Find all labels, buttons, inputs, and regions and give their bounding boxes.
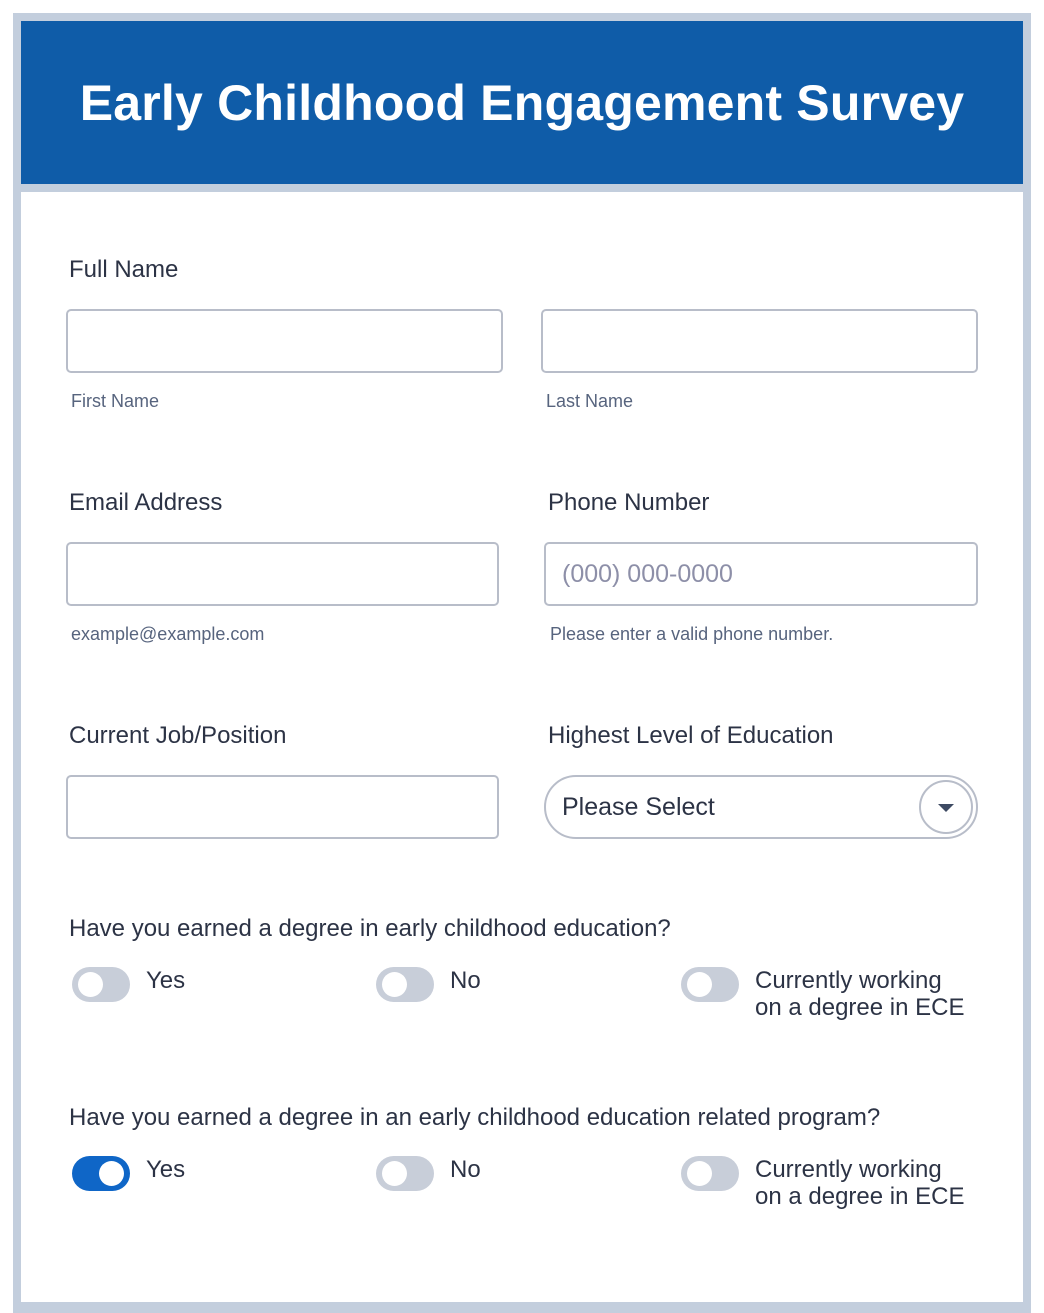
form-header [21,21,1023,184]
education-dropdown-button[interactable] [919,780,973,834]
q2-yes-label: Yes [146,1156,186,1183]
toggle-knob [687,1161,712,1186]
q1-working-toggle[interactable] [681,967,739,1002]
q2-working-toggle[interactable] [681,1156,739,1191]
toggle-knob [99,1161,124,1186]
form-title: Early Childhood Engagement Survey [79,74,965,131]
education-label: Highest Level of Education [548,722,834,749]
phone-input[interactable] [544,542,978,606]
toggle-knob [78,972,103,997]
q1-no-toggle[interactable] [376,967,434,1002]
q2-working-label-line2: on a degree in ECE [755,1183,965,1210]
toggle-knob [382,972,407,997]
q2-yes-toggle[interactable] [72,1156,130,1191]
q1-option-no[interactable] [376,967,481,1002]
q2-question: Have you earned a degree in an early childhood education related program? [69,1104,881,1131]
q1-question: Have you earned a degree in early childhood education? [69,915,671,942]
q2-no-label: No [450,1156,481,1183]
chevron-down-icon [938,804,954,812]
q2-option-yes[interactable] [72,1156,185,1191]
job-input[interactable] [66,775,499,839]
q2-working-label-line1: Currently working [755,1156,942,1183]
email-sublabel: example@example.com [71,624,265,644]
toggle-knob [382,1161,407,1186]
education-select[interactable] [544,775,978,839]
first-name-input[interactable] [66,309,503,373]
q1-yes-toggle[interactable] [72,967,130,1002]
q1-option-working[interactable] [681,967,964,1021]
email-label: Email Address [69,489,223,516]
q1-option-yes[interactable] [72,967,185,1002]
q2-no-toggle[interactable] [376,1156,434,1191]
q1-working-label-line2: on a degree in ECE [755,994,965,1021]
job-label: Current Job/Position [69,722,287,749]
education-select-value: Please Select [562,792,715,821]
first-name-sublabel: First Name [71,391,160,411]
last-name-sublabel: Last Name [546,391,634,411]
last-name-input[interactable] [541,309,978,373]
q1-working-label [755,967,964,1021]
q2-option-no[interactable] [376,1156,481,1191]
q2-working-label [755,1156,964,1210]
q1-yes-label: Yes [146,967,186,994]
phone-sublabel: Please enter a valid phone number. [550,624,834,644]
full-name-label: Full Name [69,256,179,283]
q1-no-label: No [450,967,481,994]
toggle-knob [687,972,712,997]
q1-working-label-line1: Currently working [755,967,942,994]
email-input[interactable] [66,542,499,606]
q2-option-working[interactable] [681,1156,964,1210]
phone-label: Phone Number [548,489,710,516]
